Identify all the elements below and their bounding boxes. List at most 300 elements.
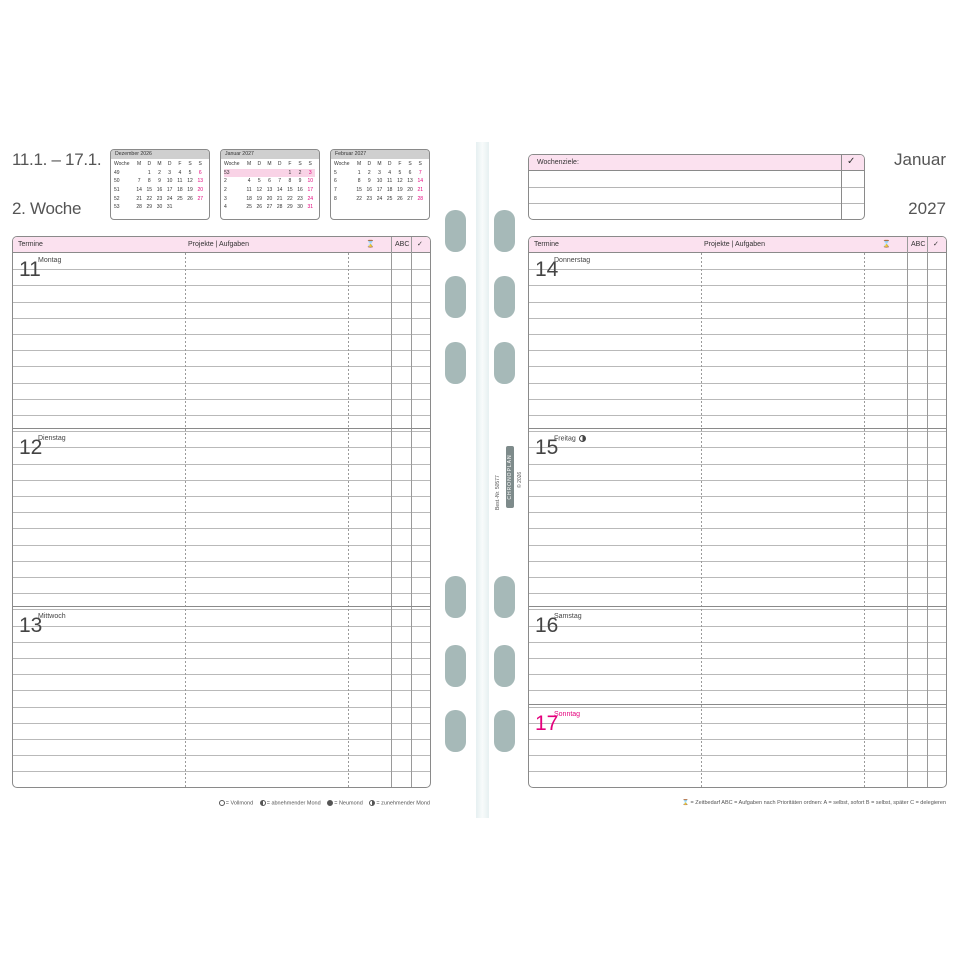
mini-calendar-december	[110, 149, 210, 220]
calendar-day: 4	[388, 169, 392, 176]
calendar-day: 15	[146, 187, 153, 194]
calendar-day: 5	[398, 169, 402, 176]
grid-row-line	[13, 399, 430, 400]
calendar-day: 3	[168, 169, 172, 176]
day-separator	[13, 606, 430, 607]
calendar-day: 13	[197, 178, 203, 185]
projects-column-divider	[701, 253, 702, 787]
calendar-day: 21	[417, 187, 423, 194]
grid-row-line	[529, 334, 946, 335]
full-moon-icon	[219, 800, 225, 806]
calendar-day: 27	[266, 204, 273, 211]
calendar-day: 19	[397, 187, 403, 194]
day-number: 13	[19, 614, 43, 637]
calendar-day	[275, 169, 285, 178]
grid-row-line	[13, 528, 430, 529]
calendar-week-row	[334, 194, 425, 203]
calendar-day: F	[398, 161, 402, 168]
grid-row-line	[13, 755, 430, 756]
weekly-goals-label: Wochenziele:	[529, 155, 864, 171]
grid-row-line	[13, 269, 430, 270]
abc-priority-icon: ABC	[911, 241, 926, 248]
calendar-week-row	[334, 177, 425, 186]
grid-row-line	[529, 674, 946, 675]
grid-row-line	[529, 512, 946, 513]
calendar-day: 22	[287, 195, 293, 202]
week-number: 4	[224, 204, 227, 211]
calendar-day: 1	[147, 169, 151, 176]
calendar-day: 30	[156, 204, 163, 211]
calendar-day: 15	[356, 187, 362, 194]
calendar-day: 28	[136, 204, 142, 211]
calendar-day: 31	[307, 204, 313, 211]
week-number: Woche	[334, 161, 350, 168]
legend-new: = Neumond	[334, 800, 363, 807]
week-label: 2. Woche	[12, 199, 82, 218]
calendar-day: 16	[156, 187, 163, 194]
grid-row-line	[529, 739, 946, 740]
calendar-day: 8	[357, 178, 361, 185]
grid-row-line	[13, 512, 430, 513]
week-number: 53	[224, 169, 244, 178]
calendar-day: 3	[305, 169, 315, 178]
punch-hole	[445, 210, 466, 252]
calendar-week-row	[224, 169, 315, 178]
projekte-header: Projekte | Aufgaben	[188, 241, 249, 248]
calendar-day: 26	[187, 195, 193, 202]
grid-row-line	[13, 431, 430, 432]
grid-row-line	[13, 350, 430, 351]
calendar-day: 14	[276, 187, 283, 194]
day-name	[38, 613, 66, 620]
calendar-day	[185, 203, 195, 212]
mini-calendar-grid	[224, 160, 315, 212]
calendar-day: 7	[278, 178, 282, 185]
week-number: 53	[114, 204, 120, 211]
weekly-goals-box[interactable]	[528, 154, 865, 220]
grid-row-line	[13, 577, 430, 578]
hourglass-icon: ⌛	[366, 241, 375, 248]
weekday-header-row	[224, 160, 315, 169]
grid-row-line	[529, 285, 946, 286]
calendar-day: 19	[187, 187, 193, 194]
calendar-day: F	[178, 161, 182, 168]
calendar-week-row	[114, 177, 205, 186]
calendar-day: 30	[297, 204, 303, 211]
grid-row-line	[529, 415, 946, 416]
grid-row-line	[529, 464, 946, 465]
table-header	[13, 237, 430, 253]
grid-row-line	[529, 771, 946, 772]
punch-hole	[494, 710, 515, 752]
punch-hole	[445, 576, 466, 618]
weekday-header-row	[114, 160, 205, 169]
calendar-week-row	[114, 194, 205, 203]
day-name-label: Freitag	[554, 435, 576, 443]
grid-row-line	[529, 577, 946, 578]
day-name-label: Donnerstag	[554, 257, 591, 264]
week-number: 2	[224, 187, 227, 194]
calendar-day: D	[367, 161, 372, 168]
calendar-day: 5	[257, 178, 261, 185]
week-number: 2	[224, 178, 227, 185]
day-separator	[529, 704, 946, 705]
week-number: 51	[114, 187, 120, 194]
calendar-day	[175, 203, 185, 212]
calendar-day: 10	[307, 178, 313, 185]
grid-row-line	[529, 755, 946, 756]
calendar-day: 11	[177, 178, 183, 185]
calendar-week-row	[334, 169, 425, 178]
week-number: 5	[334, 169, 337, 176]
calendar-day: 14	[136, 187, 142, 194]
day-name	[38, 435, 66, 442]
day-separator	[13, 428, 430, 429]
day-separator	[529, 428, 946, 429]
calendar-day: 8	[288, 178, 292, 185]
grid-row-line	[13, 496, 430, 497]
legend-waning: = abnehmender Mond	[266, 800, 321, 807]
grid-row-line	[13, 593, 430, 594]
day-name	[38, 257, 61, 264]
calendar-day	[264, 169, 274, 178]
grid-row-line	[529, 528, 946, 529]
calendar-day: 22	[356, 195, 362, 202]
calendar-day: 23	[297, 195, 303, 202]
calendar-day: 20	[266, 195, 273, 202]
calendar-day: 15	[287, 187, 293, 194]
grid-row-line	[529, 545, 946, 546]
calendar-day: S	[308, 161, 312, 168]
waxing-moon-icon	[579, 435, 586, 442]
punch-hole	[494, 342, 515, 384]
week-number: 8	[334, 195, 337, 202]
check-icon: ✓	[847, 156, 856, 167]
waning-moon-icon	[260, 800, 266, 806]
calendar-day: 9	[158, 178, 161, 185]
calendar-day: 31	[166, 204, 173, 211]
calendar-day: 19	[256, 195, 263, 202]
grid-row-line	[529, 302, 946, 303]
calendar-day	[254, 169, 264, 178]
week-number: 49	[114, 169, 120, 176]
calendar-day: 22	[146, 195, 153, 202]
calendar-day: 17	[166, 187, 173, 194]
calendar-day: 27	[197, 195, 203, 202]
calendar-day: 21	[136, 195, 142, 202]
punch-hole	[494, 645, 515, 687]
mini-calendar-february	[330, 149, 430, 220]
waxing-moon-icon	[369, 800, 375, 806]
new-moon-icon	[327, 800, 333, 806]
calendar-day: D	[277, 161, 282, 168]
day-name-label: Mittwoch	[38, 613, 66, 620]
calendar-day: 9	[298, 178, 302, 185]
calendar-day: 10	[376, 178, 383, 185]
calendar-day: 16	[366, 187, 373, 194]
termine-header: Termine	[534, 241, 559, 248]
calendar-day: 2	[367, 169, 371, 176]
calendar-day: S	[188, 161, 192, 168]
calendar-week-row	[114, 169, 205, 178]
grid-row-line	[13, 302, 430, 303]
punch-hole	[445, 645, 466, 687]
calendar-day: 24	[376, 195, 383, 202]
calendar-day: 20	[407, 187, 413, 194]
check-column-divider	[411, 237, 412, 787]
priority-legend: ⌛ = Zeitbedarf ABC = Aufgaben nach Prioritäten ordnen: A = selbst, sofort B = selbst, später C = delegieren	[682, 800, 946, 806]
grid-row-line	[529, 447, 946, 448]
calendar-day: 26	[397, 195, 403, 202]
grid-row-line	[529, 690, 946, 691]
calendar-day: 8	[147, 178, 151, 185]
check-icon: ✓	[417, 241, 423, 248]
calendar-day	[244, 169, 254, 178]
calendar-day: 18	[177, 187, 183, 194]
check-icon: ✓	[933, 241, 939, 248]
calendar-day: 4	[178, 169, 182, 176]
calendar-week-row	[114, 186, 205, 195]
calendar-week-row	[224, 186, 315, 195]
calendar-day: 14	[417, 178, 423, 185]
right-page-grid[interactable]	[528, 236, 947, 788]
abc-priority-icon: ABC	[395, 241, 410, 248]
legend-waxing: = zunehmender Mond	[376, 800, 430, 807]
mini-calendar-title: Februar 2027	[331, 150, 429, 159]
calendar-day: 20	[197, 187, 203, 194]
copyright-note: © 2026	[517, 471, 523, 488]
calendar-day: F	[288, 161, 292, 168]
calendar-day: 2	[295, 169, 305, 178]
calendar-day: 24	[166, 195, 173, 202]
grid-row-line	[13, 285, 430, 286]
grid-row-line	[529, 707, 946, 708]
grid-row-line	[13, 707, 430, 708]
calendar-day: M	[157, 161, 162, 168]
calendar-day: 18	[386, 187, 393, 194]
calendar-week-row	[224, 194, 315, 203]
punch-hole	[445, 342, 466, 384]
grid-row-line	[13, 658, 430, 659]
grid-row-line	[529, 350, 946, 351]
week-number: 7	[334, 187, 337, 194]
calendar-day: 2	[158, 169, 161, 176]
hourglass-icon: ⌛	[882, 241, 891, 248]
grid-row-line	[13, 723, 430, 724]
calendar-day: 6	[268, 178, 271, 185]
order-number: Best.-Nr. 50577	[495, 475, 501, 510]
week-number: 50	[114, 178, 120, 185]
week-number: 6	[334, 178, 337, 185]
grid-row-line	[13, 318, 430, 319]
grid-row-line	[529, 383, 946, 384]
calendar-day: 28	[417, 195, 423, 202]
grid-row-line	[13, 447, 430, 448]
punch-hole	[445, 276, 466, 318]
punch-hole	[494, 276, 515, 318]
calendar-day: M	[247, 161, 252, 168]
week-number: Woche	[114, 161, 130, 168]
calendar-day: D	[147, 161, 152, 168]
mini-calendar-grid	[114, 160, 205, 212]
grid-row-line	[13, 383, 430, 384]
time-column-divider	[348, 253, 349, 787]
calendar-day: 12	[256, 187, 263, 194]
week-number: 52	[114, 195, 120, 202]
calendar-day: 7	[137, 178, 141, 185]
day-name-label: Samstag	[554, 613, 582, 620]
goals-line	[529, 203, 864, 204]
grid-row-line	[13, 415, 430, 416]
calendar-day: 17	[376, 187, 383, 194]
calendar-day: 12	[187, 178, 193, 185]
year-label: 2027	[908, 199, 946, 218]
grid-row-line	[13, 561, 430, 562]
day-number: 15	[535, 436, 559, 459]
calendar-day: 26	[256, 204, 263, 211]
brand-logo: CHRONOPLAN	[506, 446, 514, 508]
calendar-day: 7	[418, 169, 422, 176]
calendar-day: 13	[407, 178, 413, 185]
grid-row-line	[529, 593, 946, 594]
calendar-day: 5	[188, 169, 192, 176]
day-number: 14	[535, 258, 559, 281]
calendar-day: 23	[366, 195, 373, 202]
grid-row-line	[13, 674, 430, 675]
grid-row-line	[13, 771, 430, 772]
legend-full: = Vollmond	[225, 800, 254, 807]
grid-row-line	[529, 561, 946, 562]
grid-row-line	[13, 334, 430, 335]
mini-calendar-title: Dezember 2026	[111, 150, 209, 159]
calendar-day: 6	[198, 169, 202, 176]
calendar-day: 1	[357, 169, 361, 176]
calendar-day	[195, 203, 205, 212]
calendar-day: 24	[307, 195, 313, 202]
day-name-label: Dienstag	[38, 435, 66, 442]
grid-row-line	[529, 366, 946, 367]
day-name	[554, 435, 586, 442]
calendar-day: D	[387, 161, 392, 168]
calendar-day: 17	[307, 187, 313, 194]
mini-calendar-january	[220, 149, 320, 220]
calendar-day: 23	[156, 195, 163, 202]
calendar-day: 29	[287, 204, 293, 211]
left-page-grid[interactable]	[12, 236, 431, 788]
day-number: 12	[19, 436, 43, 459]
grid-row-line	[13, 642, 430, 643]
month-label: Januar	[894, 150, 946, 169]
day-name	[554, 257, 590, 264]
grid-row-line	[13, 690, 430, 691]
calendar-week-row	[224, 203, 315, 212]
grid-row-line	[529, 480, 946, 481]
mini-calendar-title: Januar 2027	[221, 150, 319, 159]
date-range: 11.1. – 17.1.	[12, 150, 102, 169]
day-name-label: Montag	[38, 257, 62, 264]
day-name	[554, 613, 582, 620]
grid-row-line	[13, 739, 430, 740]
grid-row-line	[13, 480, 430, 481]
grid-row-line	[529, 496, 946, 497]
calendar-day: 18	[246, 195, 252, 202]
calendar-day: 28	[276, 204, 283, 211]
day-name	[554, 711, 580, 718]
calendar-day: 25	[246, 204, 252, 211]
calendar-day: 21	[276, 195, 283, 202]
calendar-day: 13	[266, 187, 273, 194]
goals-line	[529, 187, 864, 188]
calendar-day: D	[167, 161, 172, 168]
grid-row-line	[529, 658, 946, 659]
calendar-day: 10	[166, 178, 173, 185]
projects-column-divider	[185, 253, 186, 787]
termine-header: Termine	[18, 241, 43, 248]
calendar-day: 25	[177, 195, 183, 202]
day-name-label: Sonntag	[554, 711, 581, 718]
calendar-day: D	[257, 161, 262, 168]
calendar-day: 12	[397, 178, 403, 185]
punch-hole	[494, 210, 515, 252]
calendar-day: 16	[297, 187, 303, 194]
week-number: 3	[224, 195, 227, 202]
calendar-day: 25	[386, 195, 393, 202]
punch-hole	[494, 576, 515, 618]
calendar-day: M	[357, 161, 362, 168]
grid-row-line	[529, 609, 946, 610]
priority-column-divider	[391, 237, 392, 787]
goals-check-divider	[841, 155, 842, 219]
day-separator	[529, 606, 946, 607]
grid-row-line	[529, 642, 946, 643]
calendar-day: 4	[247, 178, 251, 185]
grid-row-line	[13, 366, 430, 367]
grid-row-line	[529, 431, 946, 432]
moon-legend	[214, 800, 430, 806]
calendar-day: M	[267, 161, 272, 168]
calendar-day: S	[198, 161, 202, 168]
calendar-day: S	[298, 161, 302, 168]
grid-row-line	[529, 269, 946, 270]
projekte-header: Projekte | Aufgaben	[704, 241, 765, 248]
calendar-week-row	[334, 186, 425, 195]
weekday-header-row	[334, 160, 425, 169]
calendar-day: 29	[146, 204, 153, 211]
grid-row-line	[529, 626, 946, 627]
calendar-week-row	[114, 203, 205, 212]
calendar-day: 11	[387, 178, 393, 185]
calendar-day: M	[137, 161, 142, 168]
grid-row-line	[13, 545, 430, 546]
calendar-day: 3	[378, 169, 381, 176]
calendar-day: 1	[285, 169, 295, 178]
calendar-day: 9	[367, 178, 371, 185]
grid-row-line	[529, 318, 946, 319]
time-column-divider	[864, 253, 865, 787]
mini-calendar-grid	[334, 160, 425, 203]
binder-gutter	[476, 142, 489, 818]
grid-row-line	[13, 464, 430, 465]
grid-row-line	[529, 723, 946, 724]
table-header	[529, 237, 946, 253]
calendar-week-row	[224, 177, 315, 186]
calendar-day: 11	[246, 187, 252, 194]
calendar-day: S	[408, 161, 412, 168]
day-number: 17	[535, 712, 559, 735]
calendar-day: 27	[407, 195, 413, 202]
grid-row-line	[529, 399, 946, 400]
day-number: 16	[535, 614, 559, 637]
